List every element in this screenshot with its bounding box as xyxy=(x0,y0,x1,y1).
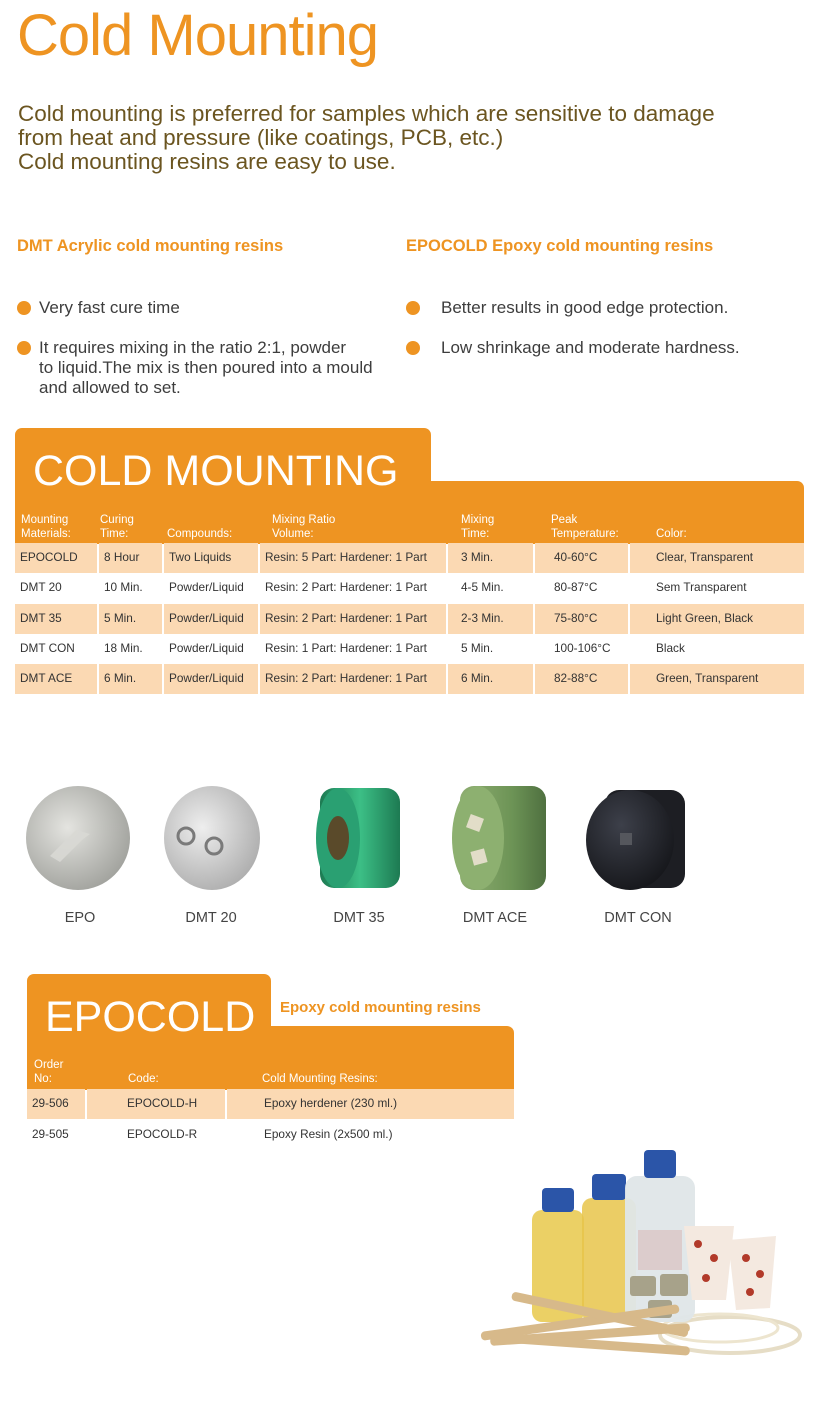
sample-photos xyxy=(20,778,700,898)
table-row: 29-505 EPOCOLD-R Epoxy Resin (2x500 ml.) xyxy=(32,1127,393,1141)
bullet-item xyxy=(406,338,806,358)
col-header: Order No: xyxy=(34,1059,64,1085)
col-header: Code: xyxy=(128,1073,159,1085)
epoxy-bullet-list xyxy=(406,298,806,378)
intro-line: Cold mounting resins are easy to use. xyxy=(18,149,396,174)
bullet-text: to liquid.The mix is then poured into a mould xyxy=(39,358,373,377)
tab-notch xyxy=(431,428,461,481)
sample-dmt-con xyxy=(586,790,685,890)
sample-label: DMT 20 xyxy=(185,910,237,926)
col-header: Mounting Materials: xyxy=(21,514,71,540)
table-row: 29-506 EPOCOLD-H Epoxy herdener (230 ml.) xyxy=(27,1089,514,1119)
table-row: DMT CON 18 Min. Powder/Liquid Resin: 1 Part: Hardener: 1 Part 5 Min. 100-106°C Black xyxy=(20,641,685,655)
intro-line: Cold mounting is preferred for samples which are sensitive to damage xyxy=(18,101,715,126)
sample-label: DMT ACE xyxy=(462,910,528,926)
intro-line: from heat and pressure (like coatings, PCB, etc.) xyxy=(18,125,504,150)
epocold-subtitle: Epoxy cold mounting resins xyxy=(280,999,481,1016)
bullet-dot-icon xyxy=(17,341,31,355)
sample-dmt35 xyxy=(316,788,400,888)
bullet-text: Very fast cure time xyxy=(39,298,180,317)
sample-label: DMT 35 xyxy=(333,910,385,926)
bullet-item xyxy=(17,298,397,318)
bullet-text: Better results in good edge protection. xyxy=(441,298,729,317)
epocold-kit-photo xyxy=(470,1140,810,1370)
bullet-item xyxy=(17,338,397,398)
col-header: Cold Mounting Resins: xyxy=(262,1073,378,1085)
table-row: DMT 35 5 Min. Powder/Liquid Resin: 2 Part: Hardener: 1 Part 2-3 Min. 75-80°C Light Green, Black xyxy=(15,604,804,634)
acrylic-heading: DMT Acrylic cold mounting resins xyxy=(17,237,284,255)
epoxy-heading: EPOCOLD Epoxy cold mounting resins xyxy=(406,237,714,255)
epocold-table-title: EPOCOLD xyxy=(45,993,256,1041)
bullet-item xyxy=(406,298,806,318)
sample-epo xyxy=(26,786,130,890)
col-header: Mixing Time: xyxy=(461,514,495,540)
col-header: Mixing Ratio Volume: xyxy=(272,514,336,540)
bullet-dot-icon xyxy=(406,301,420,315)
sample-label: DMT CON xyxy=(604,910,672,926)
bullet-text: and allowed to set. xyxy=(39,378,181,397)
sample-dmt20 xyxy=(164,786,260,890)
col-header: Curing Time: xyxy=(100,514,134,540)
col-header: Compounds: xyxy=(167,528,233,540)
cold-table-title: COLD MOUNTING xyxy=(33,447,399,495)
sample-label: EPO xyxy=(64,910,96,926)
col-header: Color: xyxy=(656,528,687,540)
intro-text xyxy=(18,102,808,174)
table-row: EPOCOLD 8 Hour Two Liquids Resin: 5 Part: Hardener: 1 Part 3 Min. 40-60°C Clear, Transparent xyxy=(15,543,804,573)
col-header: Peak Temperature: xyxy=(551,514,619,540)
bullet-text: It requires mixing in the ratio 2:1, powder xyxy=(39,338,347,357)
table-row: DMT ACE 6 Min. Powder/Liquid Resin: 2 Part: Hardener: 1 Part 6 Min. 82-88°C Green, Transparent xyxy=(15,664,804,694)
table-row: DMT 20 10 Min. Powder/Liquid Resin: 2 Part: Hardener: 1 Part 4-5 Min. 80-87°C Sem Transparent xyxy=(20,580,747,594)
bullet-dot-icon xyxy=(17,301,31,315)
sample-dmt-ace xyxy=(452,786,546,890)
bullet-dot-icon xyxy=(406,341,420,355)
acrylic-bullet-list xyxy=(17,298,397,418)
bullet-text: Low shrinkage and moderate hardness. xyxy=(441,338,740,357)
page-title: Cold Mounting xyxy=(17,3,378,68)
